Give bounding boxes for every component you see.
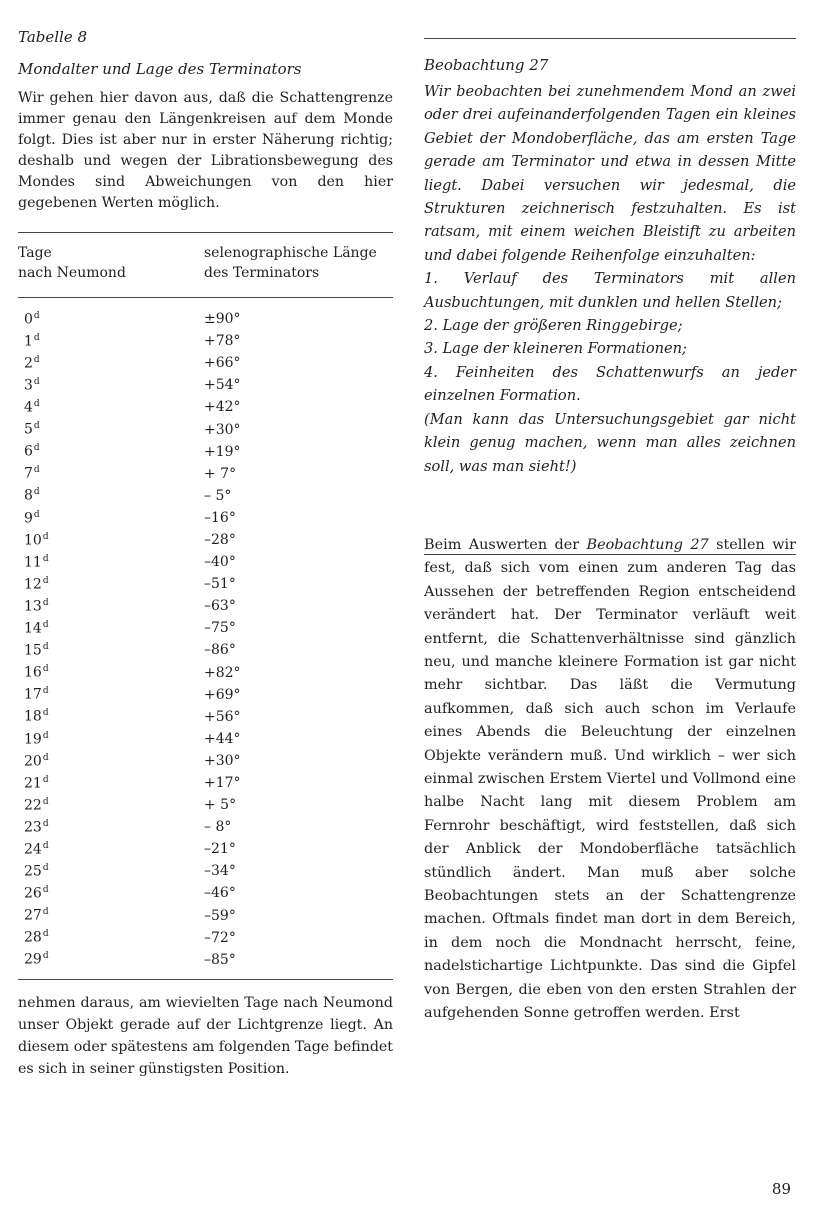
day-cell: 5$^d$ — [24, 421, 40, 438]
day-cell: 20$^d$ — [24, 752, 49, 770]
observation-steps — [424, 267, 796, 407]
table-row — [18, 772, 393, 794]
longitude-cell: –75° — [204, 620, 236, 637]
day-cell: 22$^d$ — [24, 796, 49, 814]
longitude-cell: –46° — [204, 885, 236, 902]
longitude-cell: +69° — [204, 686, 241, 703]
day-cell: 4$^d$ — [24, 399, 40, 416]
longitude-cell: + 5° — [204, 797, 237, 814]
day-unit: d — [42, 818, 49, 829]
day-cell: 9$^d$ — [24, 509, 40, 527]
table-row — [18, 418, 393, 440]
longitude-cell: –63° — [204, 598, 236, 615]
longitude-cell: +30° — [204, 752, 241, 769]
day-cell: 8$^d$ — [24, 487, 40, 505]
table-header — [18, 233, 393, 297]
table-row — [18, 551, 393, 573]
table-row — [18, 728, 393, 750]
longitude-cell: – 5° — [204, 487, 232, 504]
longitude-cell: +82° — [204, 664, 241, 681]
day-cell: 27$^d$ — [24, 907, 49, 924]
longitude-cell: –51° — [204, 576, 236, 593]
longitude-cell: +54° — [204, 377, 241, 394]
day-unit: d — [42, 951, 49, 962]
table-body — [18, 298, 393, 979]
longitude-cell: –86° — [204, 642, 236, 659]
longitude-cell: + 7° — [204, 465, 237, 482]
day-cell: 21$^d$ — [24, 774, 49, 792]
day-cell: 15$^d$ — [24, 642, 49, 659]
longitude-cell: +30° — [204, 421, 241, 438]
day-cell: 7$^d$ — [24, 465, 40, 483]
longitude-cell: –16° — [204, 509, 236, 526]
day-unit: d — [42, 752, 49, 763]
day-unit: d — [42, 863, 49, 874]
table-row — [18, 662, 393, 684]
longitude-cell: +17° — [204, 775, 241, 792]
table-row — [18, 639, 393, 661]
longitude-cell: –40° — [204, 554, 236, 571]
table-row — [18, 882, 393, 904]
body-paragraph: Beim Auswerten der Beobachtung 27 stellen wir fest, daß sich vom einen zum anderen Tag das Aussehen der betreffenden Region entscheidend verändert hat. Der Terminator verläuft weit entfernt, die Schattenverhältnisse sind gänzlich neu, und manche kleinere Formation ist gar nicht mehr sichtbar. Das läßt die Vermutung aufkommen, daß sich auch schon im Verlaufe eines Abends die Beleuchtung der einzelnen Objekte verändern muß. Und wirklich – wer sich einmal zwischen Erstem Viertel und Vollmond eine halbe Nacht lang mit diesem Problem am Fernrohr beschäftigt, wird feststellen, daß sich der Anblick der Mondoberfläche tatsächlich stündlich ändert. Man muß aber solche Beobachtungen stets an der Schattengrenze machen. Oftmals findet man dort in dem Bereich, in dem noch die Mondnacht herrscht, feine, nadelstichartige Lichtpunkte. Das sind die Gipfel von Bergen, die eben von den ersten Strahlen der aufgehenden Sonne getroffen werden. Erst — [424, 536, 797, 1022]
table-bottom-rule — [18, 979, 393, 980]
longitude-cell: – 8° — [204, 819, 232, 836]
day-unit: d — [42, 575, 49, 586]
day-unit: d — [42, 885, 49, 896]
page-number: 89 — [771, 1180, 791, 1198]
after-table-paragraph: nehmen daraus, am wievielten Tage nach Neumond unser Objekt gerade auf der Lichtgrenze liegt. An diesem oder spätestens am folgenden Tage befindet es sich in seiner günstigsten Position. — [18, 994, 393, 1077]
day-unit: d — [33, 487, 40, 498]
longitude-cell: –59° — [204, 907, 236, 924]
day-cell: 10$^d$ — [24, 531, 49, 549]
longitude-cell: +66° — [204, 355, 241, 372]
day-unit: d — [42, 929, 49, 940]
longitude-cell: +78° — [204, 333, 241, 350]
day-unit: d — [33, 443, 40, 454]
observation-step: 1. Verlauf des Terminators mit allen Ausbuchtungen, mit dunklen und hellen Stellen; — [424, 270, 796, 311]
day-cell: 12$^d$ — [24, 575, 49, 593]
observation-intro: Wir beobachten bei zunehmendem Mond an zwei oder drei aufeinanderfolgenden Tagen ein kleines Gebiet der Mondoberfläche, das am ersten Tage gerade am Terminator und etwa in dessen Mitte liegt. Dabei versuchen wir jedesmal, die Strukturen zeichnerisch festzuhalten. Es ist ratsam, mit einem weichen Bleistift zu arbeiten und dabei folgende Reihenfolge einzuhalten: — [424, 83, 796, 264]
day-cell: 1$^d$ — [24, 332, 40, 350]
day-cell: 28$^d$ — [24, 929, 49, 946]
day-unit: d — [42, 664, 49, 675]
day-unit: d — [42, 553, 49, 564]
day-unit: d — [33, 310, 40, 321]
table-row — [18, 507, 393, 529]
day-cell: 25$^d$ — [24, 863, 49, 880]
table-row — [18, 352, 393, 374]
observation-top-rule — [424, 38, 796, 39]
day-cell: 29$^d$ — [24, 951, 49, 969]
table-row — [18, 441, 393, 463]
longitude-cell: +56° — [204, 708, 241, 725]
day-cell: 16$^d$ — [24, 664, 49, 681]
day-cell: 13$^d$ — [24, 597, 49, 615]
table-row — [18, 595, 393, 617]
day-unit: d — [33, 465, 40, 476]
table-intro: Wir gehen hier davon aus, daß die Schattengrenze immer genau den Längenkreisen auf dem Monde folgt. Dies ist aber nur in erster Näherung richtig; deshalb und wegen der Librationsbewegung des Mondes sind Abweichungen von den hier gegebenen Werten möglich. — [18, 90, 393, 211]
observation-note: (Man kann das Untersuchungsgebiet gar nicht klein genug machen, wenn man alles zeichnen soll, was man sieht!) — [424, 410, 796, 475]
day-unit: d — [42, 620, 49, 631]
longitude-cell: ±90° — [204, 311, 241, 328]
right-column — [424, 24, 796, 1025]
table-row — [18, 860, 393, 882]
day-unit: d — [42, 597, 49, 608]
table-row — [18, 330, 393, 352]
table-row — [18, 949, 393, 971]
day-cell: 26$^d$ — [24, 885, 49, 902]
col-header-days: Tage nach Neumond — [18, 245, 126, 281]
day-cell: 14$^d$ — [24, 620, 49, 637]
longitude-cell: –72° — [204, 929, 236, 946]
day-cell: 23$^d$ — [24, 818, 49, 836]
day-unit: d — [33, 509, 40, 520]
table-row — [18, 750, 393, 772]
day-cell: 17$^d$ — [24, 686, 49, 703]
day-unit: d — [33, 377, 40, 387]
table-row — [18, 485, 393, 507]
left-column — [18, 24, 393, 1080]
observation-step: 3. Lage der kleineren Formationen; — [424, 340, 687, 358]
longitude-cell: +19° — [204, 443, 241, 460]
table-row — [18, 396, 393, 418]
observation-heading: Beobachtung 27 — [424, 56, 549, 74]
day-cell: 18$^d$ — [24, 708, 49, 726]
day-cell: 3$^d$ — [24, 377, 40, 394]
observation-step: 4. Feinheiten des Schattenwurfs an jeder einzelnen Formation. — [424, 363, 796, 405]
table-label: Tabelle 8 — [18, 28, 88, 46]
table-row — [18, 573, 393, 595]
table-row — [18, 529, 393, 551]
day-unit: d — [42, 796, 49, 807]
day-unit: d — [42, 840, 49, 851]
day-unit: d — [33, 421, 40, 432]
longitude-cell: +42° — [204, 399, 241, 416]
day-unit: d — [33, 399, 40, 410]
day-unit: d — [42, 686, 49, 697]
table-row — [18, 308, 393, 330]
day-cell: 24$^d$ — [24, 840, 49, 858]
table-row — [18, 617, 393, 639]
table-title: Mondalter und Lage des Terminators — [18, 60, 302, 78]
day-unit: d — [42, 531, 49, 542]
table-row — [18, 374, 393, 396]
day-cell: 6$^d$ — [24, 443, 40, 460]
longitude-cell: +44° — [204, 730, 241, 747]
day-unit: d — [33, 332, 40, 343]
table-row — [18, 463, 393, 485]
longitude-cell: –28° — [204, 531, 236, 548]
table-row — [18, 905, 393, 927]
longitude-cell: –34° — [204, 863, 236, 880]
table-row — [18, 816, 393, 838]
day-cell: 11$^d$ — [24, 553, 49, 571]
longitude-cell: –85° — [204, 951, 236, 968]
longitude-cell: –21° — [204, 841, 236, 858]
day-unit: d — [42, 642, 49, 653]
observation-step: 2. Lage der größeren Ringgebirge; — [424, 317, 683, 335]
col-header-longitude: selenographische Länge des Terminators — [204, 245, 377, 281]
day-cell: 19$^d$ — [24, 730, 49, 748]
table-row — [18, 684, 393, 706]
table-row — [18, 706, 393, 728]
day-unit: d — [42, 708, 49, 719]
table-row — [18, 927, 393, 949]
day-unit: d — [42, 907, 49, 918]
day-unit: d — [33, 354, 40, 365]
table-row — [18, 794, 393, 816]
day-unit: d — [42, 774, 49, 785]
observation-bottom-rule — [424, 554, 796, 555]
day-cell: 0$^d$ — [24, 310, 40, 328]
observation-reference: Beobachtung 27 — [586, 536, 709, 553]
day-unit: d — [42, 730, 49, 741]
day-cell: 2$^d$ — [24, 354, 40, 372]
table-row — [18, 838, 393, 860]
